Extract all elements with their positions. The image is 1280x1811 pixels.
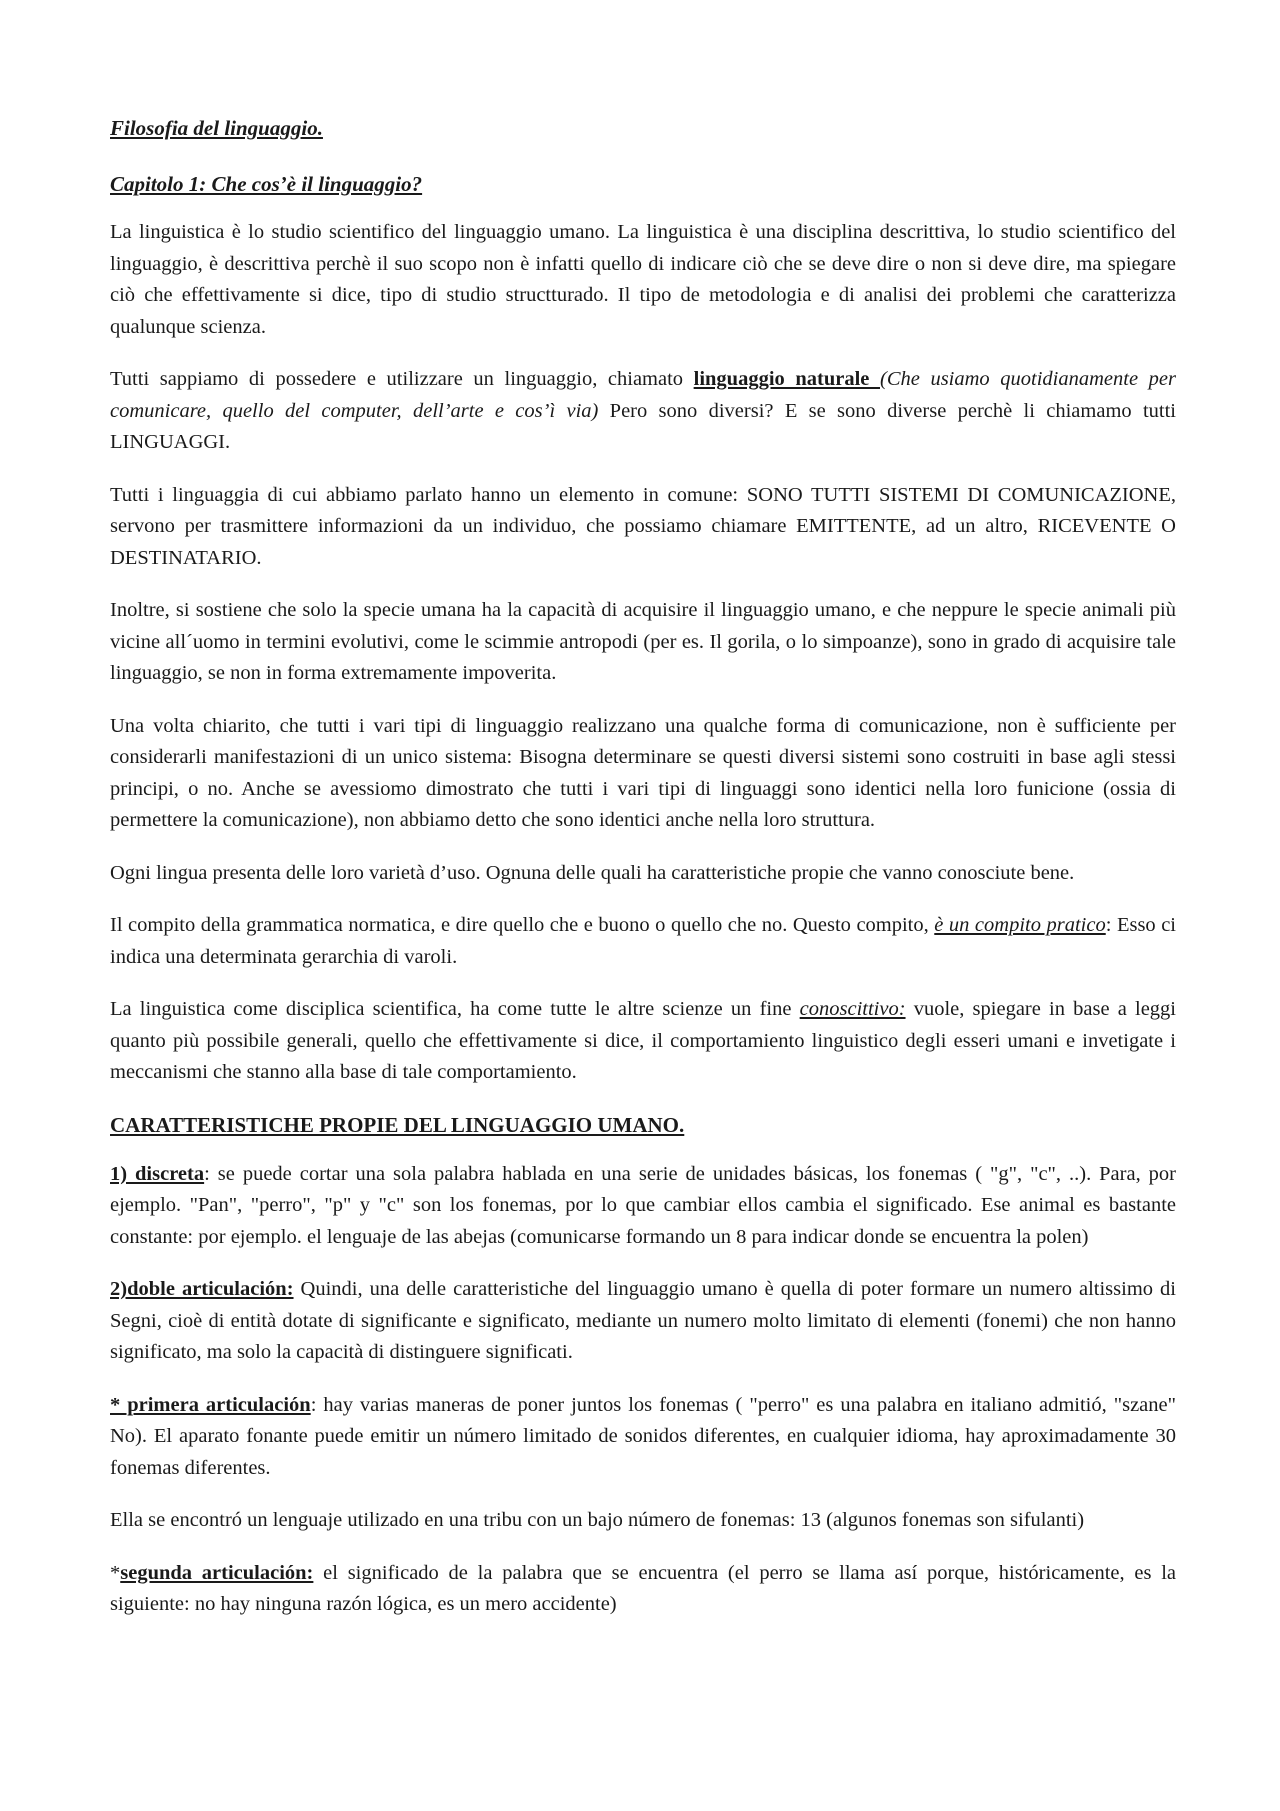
paragraph-text: vuole, spiegare in base a leggi quanto più possibile generali, quello che effettivamente si dice, il comportamiento linguistico degli esseri umani e invetigate i meccanismi che stanno alla base di tale comportamiento. [110, 998, 1176, 1083]
paragraph-tribu: Ella se encontró un lenguaje utilizado en una tribu con un bajo número de fonemas: 13 (algunos fonemas son sifulanti) [110, 1509, 1085, 1531]
paragraph-definition: La linguistica è lo studio scientifico del linguaggio umano. La linguistica è una disciplina descrittiva, lo studio scientifico del linguaggio, è descrittiva perchè il suo scopo non è infatti quello di indicare ciò che se deve dire o non si deve dire, ma spiegare ciò che effettivamente si dice, tipo di studio structturado. Il tipo de metodologia e di analisi dei problemi che caratterizza qualunque scienza. [110, 221, 1176, 338]
item-discreta [110, 1159, 1176, 1254]
section-heading: CARATTERISTICHE PROPIE DEL LINGUAGGIO UMANO. [110, 1112, 685, 1137]
term-segunda-articulacion: segunda articulación: [120, 1561, 314, 1584]
emphasis-compito-pratico: è un compito pratico [934, 914, 1106, 936]
item-text: : se puede cortar una sola palabra hablada en una serie de unidades básicas, los fonemas ( "g", "c", ..). Para, por ejemplo. "Pan", "perro", "p" y "c" son los fonemas, por lo que cambiar ellos cambia el significado. Ese animal es bastante constante: por ejemplo. el lenguaje de las abejas (comunicarse formando un 8 para indicar donde se encuentra la polen) [110, 1162, 1176, 1248]
term-linguaggio-naturale: linguaggio naturale [693, 368, 880, 390]
item-segunda-articulacion [110, 1558, 1176, 1621]
paragraph-scientific-linguistics [110, 994, 1176, 1089]
term-primera-articulacion: * primera articulación [110, 1393, 311, 1416]
paragraph-normative-grammar [110, 910, 1176, 973]
item-prefix: * [110, 1561, 121, 1584]
item-text: : hay varias maneras de poner juntos los fonemas ( "perro" es una palabra en italiano admitió, "szane" No). El aparato fonante puede emitir un número limitado de sonidos diferentes, en cualquier idioma, hay aproximadamente 30 fonemas diferentes. [110, 1393, 1176, 1479]
item-text: Quindi, una delle caratteristiche del linguaggio umano è quella di poter formare un numero altissimo di Segni, cioè di entità dotate di significante e significato, mediante un numero molto limitato di elementi (fonemi) che non hanno significato, ma solo la capacità di distinguere significati. [110, 1278, 1176, 1363]
paragraph-species: Inoltre, si sostiene che solo la specie umana ha la capacità di acquisire il linguaggio umano, e che neppure le specie animali più vicine all´uomo in termini evolutivi, come le scimmie antropodi (per es. Il gorila, o lo simpoanze), sono in grado di acquisire tale linguaggio, se non in forma extremamente impoverita. [110, 599, 1176, 684]
item-text: el significado de la palabra que se encuentra (el perro se llama así porque, históricamente, es la siguiente: no hay ninguna razón lógica, es un mero accidente) [110, 1561, 1177, 1615]
paragraph-text: Il compito della grammatica normatica, e dire quello che e buono o quello che no. Questo compito, [110, 914, 935, 936]
document-page [110, 113, 1176, 1642]
item-doble-articulacion [110, 1274, 1176, 1369]
paragraph-text: Pero sono diversi? E se sono diverse perchè li chiamamo tutti LINGUAGGI. [110, 399, 1177, 453]
term-discreta: 1) discreta [110, 1162, 205, 1185]
italic-note: (Che usiamo quotidianamente per comunicare, quello del computer, dell’arte e cos’ì via) [110, 368, 1176, 422]
paragraph-systems: Una volta chiarito, che tutti i vari tipi di linguaggio realizzano una qualche forma di comunicazione, non è sufficiente per considerarli manifestazioni di un unico sistema: Bisogna determinare se questi diversi sistemi sono costruiti in base agli stessi principi, o no. Anche se avessiomo dimostrato che tutti i vari tipi di linguaggi sono identici nella loro funicione (ossia di permettere la comunicazione), non abbiamo detto che sono identici anche nella loro struttura. [110, 714, 1176, 831]
emphasis-conoscittivo: conoscittivo: [799, 998, 906, 1020]
paragraph-natural-language [110, 364, 1176, 459]
paragraph-communication: Tutti i linguaggia di cui abbiamo parlato hanno un elemento in comune: SONO TUTTI SISTEMI DI COMUNICAZIONE, servono per trasmittere informazioni da un individuo, che possiamo chiamare EMITTENTE, ad un altro, RICEVENTE O DESTINATARIO. [110, 483, 1176, 569]
paragraph-text: : Esso ci indica una determinata gerarchia di varoli. [110, 914, 1177, 968]
paragraph-text: Tutti sappiamo di possedere e utilizzare un linguaggio, chiamato [110, 368, 694, 390]
item-primera-articulacion [110, 1390, 1176, 1485]
document-title: Filosofia del linguaggio. [110, 116, 323, 140]
chapter-title: Capitolo 1: Che cos’è il linguaggio? [110, 172, 423, 196]
term-doble-articulacion: 2)doble articulación: [110, 1278, 294, 1300]
paragraph-varieties: Ogni lingua presenta delle loro varietà d’uso. Ognuna delle quali ha caratteristiche propie che vanno conosciute bene. [110, 861, 1075, 884]
paragraph-text: La linguistica come disciplica scientifica, ha come tutte le altre scienze un fine [110, 998, 800, 1020]
